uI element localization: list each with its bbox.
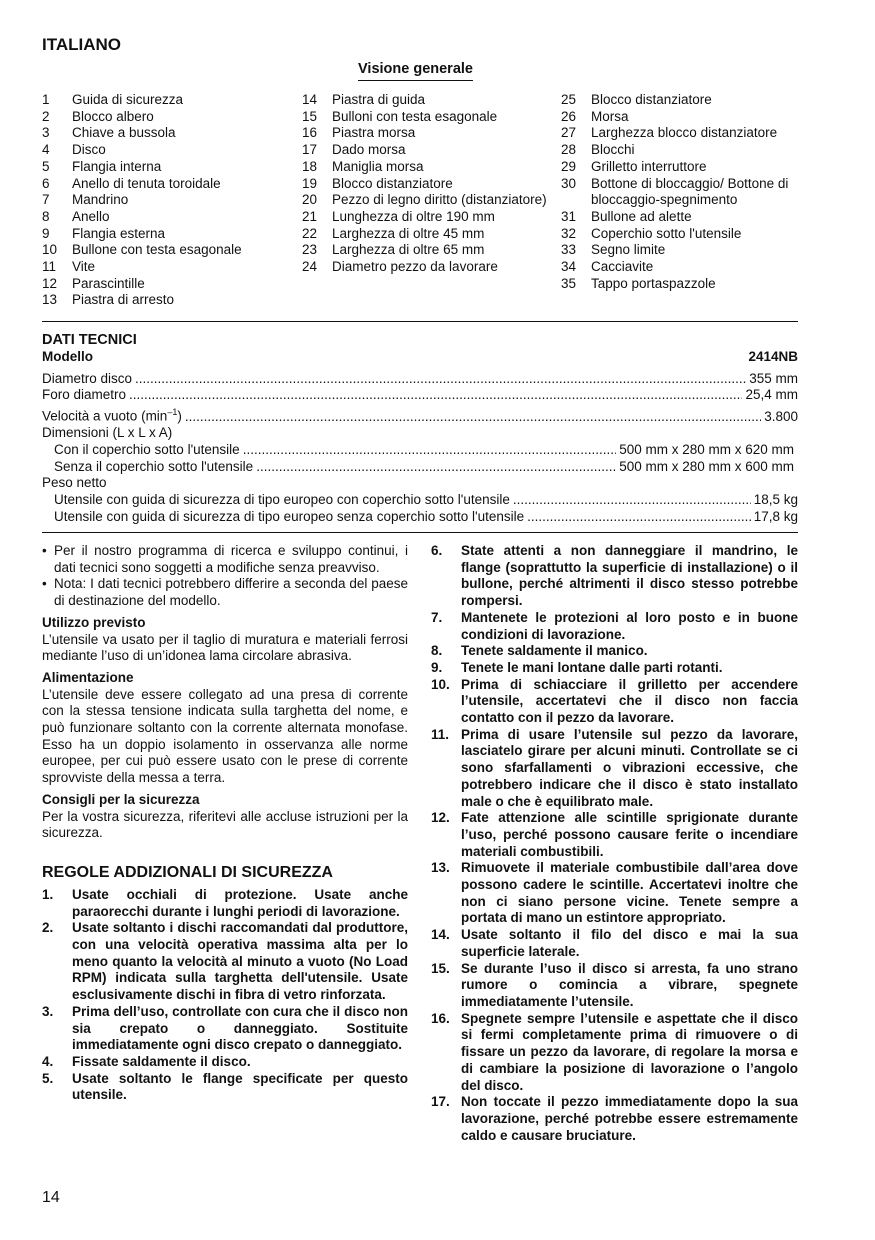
rule-number: 17. <box>431 1094 450 1110</box>
rule-item <box>42 1071 408 1104</box>
rule-text: Non toccate il pezzo immediatamente dopo la sua lavorazione, perché potrebbe essere estremamente caldo e causare bruciature. <box>461 1094 798 1143</box>
spec-value: 17,8 kg <box>753 508 798 524</box>
part-number: 31 <box>561 208 577 224</box>
rule-text: Rimuovete il materiale combustibile dall’area dove possono cadere le scintille. Accertatevi inoltre che non ci siano persone vicine. Tenete sempre a portata di mano un estintore appropriato. <box>461 860 798 926</box>
part-label: Flangia interna <box>72 158 162 174</box>
rule-item <box>42 1004 408 1054</box>
part-item <box>561 159 801 176</box>
rule-item <box>42 887 408 920</box>
specs-title: DATI TECNICI <box>42 332 137 348</box>
part-label: Vite <box>72 259 96 275</box>
rule-text: Prima di schiacciare il grilletto per accendere l’utensile, accertatevi che il disco non faccia contatto con il pezzo da lavorare. <box>461 676 798 726</box>
dot-leader <box>185 409 761 426</box>
part-item <box>561 92 801 109</box>
rule-item <box>431 677 798 727</box>
part-label: Flangia esterna <box>72 225 166 241</box>
rule-item <box>42 920 408 1004</box>
spec-row <box>42 404 798 425</box>
part-label: Larghezza blocco distanziatore <box>591 125 778 141</box>
rule-text: Usate soltanto i dischi raccomandati dal produttore, con una velocità operativa massima alta per lo meno quanto la velocità al minuto a vuoto (No Load RPM) indicata sulla targhetta dell'utensile. Usate esclusivamente dischi in fibra di vetro rinforzata. <box>72 920 408 1003</box>
note-text: Nota: I dati tecnici potrebbero differire a seconda del paese di destinazione del modello. <box>54 576 408 609</box>
rule-number: 8. <box>431 643 443 659</box>
rule-number: 13. <box>431 860 450 876</box>
spec-value: 3.800 <box>764 408 798 424</box>
part-item <box>42 259 297 276</box>
part-number: 32 <box>561 225 577 241</box>
spec-row <box>42 442 798 459</box>
rule-item <box>431 643 798 660</box>
rules-title: REGOLE ADDIZIONALI DI SICUREZZA <box>42 863 333 881</box>
dimensions-label: Dimensioni (L x L x A) <box>42 425 173 441</box>
part-item <box>561 276 801 293</box>
rule-item <box>431 860 798 927</box>
rule-text: Usate soltanto il filo del disco e mai la sua superficie laterale. <box>461 927 798 959</box>
rule-number: 3. <box>42 1003 54 1019</box>
part-label: Diametro pezzo da lavorare <box>332 259 498 275</box>
part-item <box>42 292 297 309</box>
part-number: 22 <box>302 225 318 241</box>
part-item <box>302 109 552 126</box>
dot-leader <box>135 371 746 388</box>
safety-tips-text: Per la vostra sicurezza, riferitevi alle accluse istruzioni per la sicurezza. <box>42 808 408 841</box>
part-item <box>42 209 297 226</box>
parts-list-col1 <box>42 92 297 309</box>
rules-list-right <box>431 543 798 1144</box>
part-label: Larghezza di oltre 45 mm <box>332 225 485 241</box>
dot-leader <box>513 492 751 509</box>
part-label: Blocco albero <box>72 108 154 124</box>
intended-use-text: L’utensile va usato per il taglio di muratura e materiali ferrosi mediante l’uso di un’idonea lama circolare abrasiva. <box>42 631 408 664</box>
rule-number: 1. <box>42 886 54 902</box>
rule-text: Usate soltanto le flange specificate per questo utensile. <box>72 1070 408 1103</box>
part-number: 33 <box>561 242 577 258</box>
note-text: Per il nostro programma di ricerca e sviluppo continui, i dati tecnici sono soggetti a modifiche senza preavviso. <box>54 543 408 575</box>
model-label: Modello <box>42 349 93 364</box>
power-title: Alimentazione <box>42 669 134 685</box>
part-label: Anello di tenuta toroidale <box>72 175 221 191</box>
part-label: Bulloni con testa esagonale <box>332 108 498 124</box>
part-label: Pezzo di legno diritto (distanziatore) <box>332 192 547 208</box>
part-label: Cacciavite <box>591 259 654 275</box>
part-item <box>42 125 297 142</box>
part-label: Parascintille <box>72 275 145 291</box>
divider <box>42 532 798 533</box>
spec-label: Senza il coperchio sotto l'utensile <box>54 458 254 474</box>
bullet-icon: • <box>42 576 47 592</box>
speed-label-close: ) <box>177 408 182 424</box>
spec-row <box>42 492 798 509</box>
rule-item <box>42 1054 408 1071</box>
part-item <box>302 176 552 193</box>
part-number: 15 <box>302 108 318 124</box>
dot-leader <box>256 459 616 476</box>
part-label: Coperchio sotto l'utensile <box>591 225 742 241</box>
rule-text: Fissate saldamente il disco. <box>72 1053 251 1069</box>
rule-number: 2. <box>42 920 54 936</box>
part-item <box>302 142 552 159</box>
part-label: Grilletto interruttore <box>591 158 707 174</box>
rule-text: Se durante l’uso il disco si arresta, fa uno strano rumore o comincia a vibrare, spegnete immediatamente l’utensile. <box>461 960 798 1009</box>
part-number: 4 <box>42 142 50 158</box>
part-label: Mandrino <box>72 192 129 208</box>
weight-label: Peso netto <box>42 475 107 491</box>
rule-number: 9. <box>431 659 443 675</box>
part-number: 10 <box>42 242 58 258</box>
rule-number: 16. <box>431 1010 450 1026</box>
model-row <box>42 349 798 366</box>
note-item <box>42 576 408 609</box>
rule-item <box>431 660 798 677</box>
rule-text: State attenti a non danneggiare il mandrino, le flange (soprattutto la superficie di installazione) o il bullone, perché altrimenti il disco stesso potrebbe rompersi. <box>461 543 798 609</box>
part-item <box>42 242 297 259</box>
part-item <box>302 192 552 209</box>
page-number: 14 <box>42 1189 60 1206</box>
part-number: 24 <box>302 259 318 275</box>
spec-label: Foro diametro <box>42 387 127 403</box>
part-item <box>42 159 297 176</box>
part-number: 35 <box>561 275 577 291</box>
part-item <box>302 209 552 226</box>
part-item <box>302 92 552 109</box>
part-item <box>561 109 801 126</box>
spec-value: 355 mm <box>749 370 798 386</box>
rules-list-left <box>42 887 408 1104</box>
part-item <box>561 176 801 209</box>
part-label: Piastra morsa <box>332 125 416 141</box>
part-label: Blocco distanziatore <box>332 175 453 191</box>
part-label: Larghezza di oltre 65 mm <box>332 242 485 258</box>
part-number: 13 <box>42 292 58 308</box>
spec-row <box>42 509 798 526</box>
rule-item <box>431 727 798 811</box>
right-column <box>431 543 798 1144</box>
rule-item <box>431 610 798 643</box>
part-item <box>561 259 801 276</box>
part-number: 3 <box>42 125 50 141</box>
spec-label <box>42 404 182 425</box>
rule-number: 10. <box>431 676 450 692</box>
spec-value: 25,4 mm <box>745 387 798 403</box>
part-item <box>302 125 552 142</box>
model-value: 2414NB <box>748 349 798 364</box>
part-number: 23 <box>302 242 318 258</box>
spec-row <box>42 387 798 404</box>
rule-item <box>431 1011 798 1095</box>
specs-section <box>42 332 798 526</box>
part-item <box>561 242 801 259</box>
part-number: 17 <box>302 142 318 158</box>
rule-text: Prima dell’uso, controllate con cura che il disco non sia crepato o danneggiato. Sostituite immediatamente ogni disco crepato o danneggiato. <box>72 1003 408 1053</box>
part-label: Anello <box>72 208 110 224</box>
part-label: Piastra di arresto <box>72 292 175 308</box>
rule-number: 5. <box>42 1070 54 1086</box>
rule-item <box>431 961 798 1011</box>
speed-label-text: Velocità a vuoto (min <box>42 408 168 424</box>
safety-tips-title: Consigli per la sicurezza <box>42 791 200 807</box>
spec-value: 500 mm x 280 mm x 600 mm <box>619 458 794 474</box>
part-number: 16 <box>302 125 318 141</box>
power-text: L’utensile deve essere collegato ad una presa di corrente con la stessa tensione indicata sulla targhetta del nome, e può funzionare soltanto con la corrente alternata monofase. Esso ha un doppio isolamento in osservanza alle norme europee, per cui può essere usato con le prese di corrente sprovviste della messa a terra. <box>42 686 408 786</box>
part-number: 26 <box>561 108 577 124</box>
left-column <box>42 543 408 1104</box>
part-item <box>561 125 801 142</box>
part-number: 8 <box>42 208 50 224</box>
note-item <box>42 543 408 576</box>
part-number: 18 <box>302 158 318 174</box>
part-number: 34 <box>561 259 577 275</box>
part-label: Piastra di guida <box>332 92 426 107</box>
spec-row <box>42 459 798 476</box>
part-item <box>302 242 552 259</box>
part-item <box>42 226 297 243</box>
intended-use-title: Utilizzo previsto <box>42 614 146 630</box>
spec-row <box>42 371 798 388</box>
part-label: Tappo portaspazzole <box>591 275 716 291</box>
part-label: Lunghezza di oltre 190 mm <box>332 208 495 224</box>
part-item <box>42 92 297 109</box>
rule-number: 4. <box>42 1053 54 1069</box>
speed-label-sup: –1 <box>167 407 178 418</box>
part-label: Bullone con testa esagonale <box>72 242 242 258</box>
rule-item <box>431 543 798 610</box>
rule-number: 11. <box>431 726 450 742</box>
bullet-icon: • <box>42 543 47 558</box>
part-number: 11 <box>42 259 57 275</box>
part-number: 5 <box>42 158 50 174</box>
part-item <box>561 226 801 243</box>
part-number: 21 <box>302 208 318 224</box>
part-number: 1 <box>42 92 50 107</box>
part-label: Dado morsa <box>332 142 406 158</box>
part-number: 30 <box>561 175 577 191</box>
dot-leader <box>527 509 751 526</box>
part-number: 27 <box>561 125 577 141</box>
language-title: ITALIANO <box>42 35 122 54</box>
part-label: Blocchi <box>591 142 635 158</box>
rule-text: Mantenete le protezioni al loro posto e in buone condizioni di lavorazione. <box>461 609 798 642</box>
part-number: 29 <box>561 158 577 174</box>
dot-leader <box>129 387 742 404</box>
rule-item <box>431 1094 798 1144</box>
part-number: 28 <box>561 142 577 158</box>
spec-label: Con il coperchio sotto l'utensile <box>54 442 240 458</box>
part-item <box>302 259 552 276</box>
dot-leader <box>243 442 617 459</box>
rule-text: Fate attenzione alle scintille sprigionate durante l’uso, perché possono causare ferite o incendiare materiali combustibili. <box>461 810 798 859</box>
part-number: 25 <box>561 92 577 107</box>
rule-text: Tenete le mani lontane dalle parti rotanti. <box>461 659 723 675</box>
part-item <box>42 192 297 209</box>
part-number: 7 <box>42 192 50 208</box>
part-number: 20 <box>302 192 318 208</box>
spec-value: 500 mm x 280 mm x 620 mm <box>619 442 794 458</box>
part-number: 14 <box>302 92 318 107</box>
rule-number: 6. <box>431 543 443 558</box>
rule-text: Prima di usare l’utensile sul pezzo da lavorare, lasciatelo girare per alcuni minuti. Controllate se ci sono sfarfallamenti o vibrazioni eccessive, che potrebbero indicare che il disco è stato installato male o che è equilibrato male. <box>461 726 798 809</box>
spec-value: 18,5 kg <box>753 492 798 508</box>
spec-label: Utensile con guida di sicurezza di tipo europeo senza coperchio sotto l'utensile <box>54 508 525 524</box>
part-item <box>302 226 552 243</box>
part-number: 9 <box>42 225 50 241</box>
part-number: 12 <box>42 275 58 291</box>
divider <box>42 321 798 322</box>
part-label: Maniglia morsa <box>332 158 424 174</box>
part-number: 6 <box>42 175 50 191</box>
part-item <box>42 109 297 126</box>
rule-text: Usate occhiali di protezione. Usate anche paraorecchi durante i lunghi periodi di lavorazione. <box>72 886 408 919</box>
part-label: Blocco distanziatore <box>591 92 712 107</box>
rule-number: 12. <box>431 810 450 826</box>
rule-number: 15. <box>431 960 450 976</box>
spec-label: Diametro disco <box>42 370 133 386</box>
part-label: Segno limite <box>591 242 666 258</box>
part-item <box>42 176 297 193</box>
part-label: Bullone ad alette <box>591 208 692 224</box>
part-item <box>302 159 552 176</box>
part-label: Chiave a bussola <box>72 125 176 141</box>
rule-text: Tenete saldamente il manico. <box>461 643 648 659</box>
rule-item <box>431 810 798 860</box>
part-item <box>561 142 801 159</box>
spec-label: Utensile con guida di sicurezza di tipo europeo con coperchio sotto l'utensile <box>54 492 510 508</box>
overview-title: Visione generale <box>358 61 473 81</box>
part-label: Bottone di bloccaggio/ Bottone di bloccaggio-spegnimento <box>591 175 789 208</box>
part-label: Guida di sicurezza <box>72 92 184 107</box>
part-item <box>42 276 297 293</box>
part-number: 19 <box>302 175 318 191</box>
parts-list-col2 <box>302 92 552 276</box>
part-item <box>561 209 801 226</box>
part-item <box>42 142 297 159</box>
rule-text: Spegnete sempre l’utensile e aspettate che il disco si fermi completamente prima di rimuovere o di fissare un pezzo da lavorare, di regolare la morsa e di cambiare la posizione di lavorazione o l’angolo del disco. <box>461 1010 798 1093</box>
parts-list-col3 <box>561 92 801 292</box>
part-label: Disco <box>72 142 106 158</box>
rule-item <box>431 927 798 960</box>
rule-number: 14. <box>431 927 450 943</box>
part-number: 2 <box>42 108 50 124</box>
part-label: Morsa <box>591 108 629 124</box>
rule-number: 7. <box>431 609 443 625</box>
